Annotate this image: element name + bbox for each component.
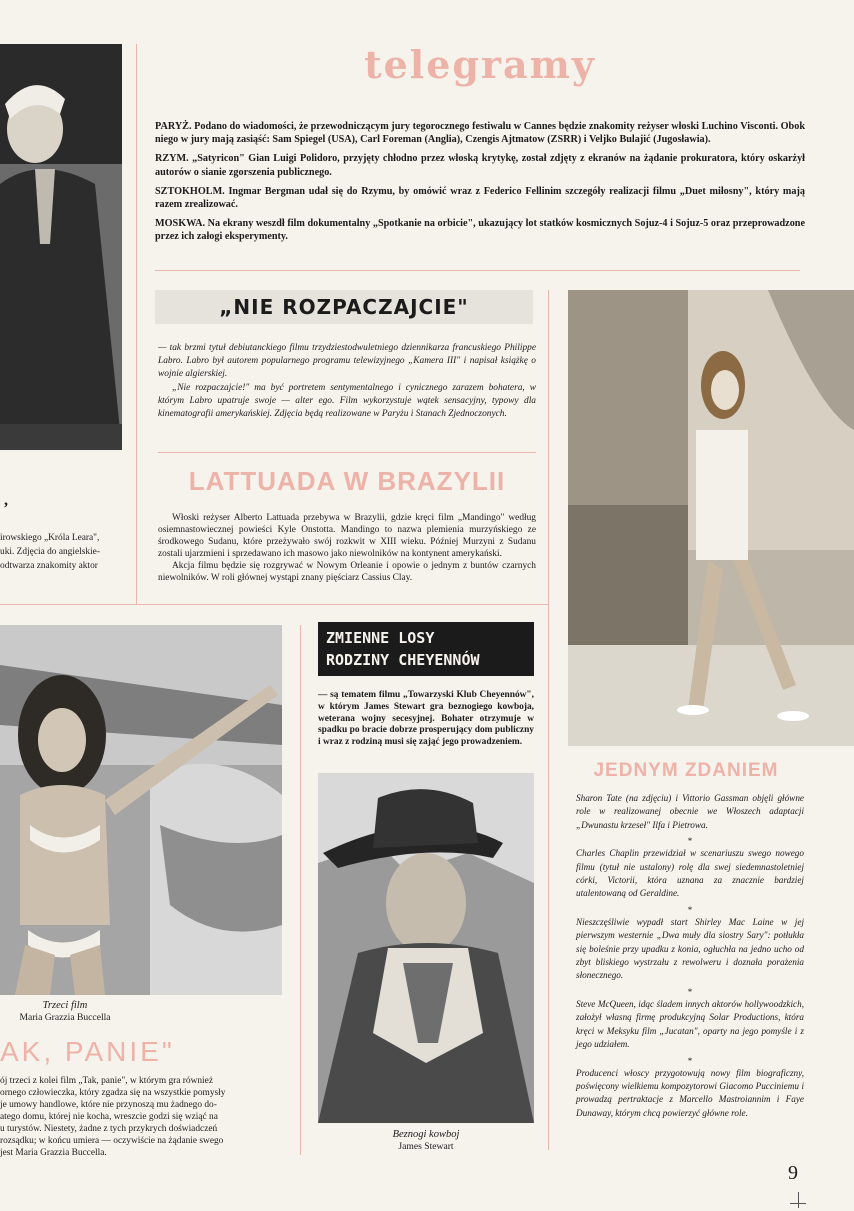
zmienne-losy-title-line-1: ZMIENNE LOSY (326, 629, 435, 647)
jednym-zdaniem-item-4: Steve McQueen, idąc śladem innych aktorów hollywoodzkich, założył własną firmę produkcyjną Solar Productions, która kręci w Meksyku film „Jucatan", oparty na jego pomyśle i z jego udziałem. (576, 998, 804, 1050)
zmienne-losy-title-line-2: RODZINY CHEYENNÓW (326, 651, 480, 669)
tak-panie-line-1: ój trzeci z kolei film „Tak, panie", w którym gra również (0, 1076, 213, 1086)
left-fragment-line-1: irowskiego „Króla Leara", (0, 533, 100, 543)
page-number: 9 (788, 1162, 798, 1184)
jednym-zdaniem-item-1: Sharon Tate (na zdjęciu) i Vittorio Gassman objęli główne role w realizowanej obecnie we Włoszech adaptacji „Dwunastu krzeseł" Ilfa i Pietrowa. (576, 793, 804, 830)
telegram-rome: RZYM. „Satyricon" Gian Luigi Polidoro, przyjęty chłodno przez włoską krytykę, został zdjęty z ekranów na żądanie prokuratora, który oskarżył autorów o sianie zgorszenia publicznego. (155, 153, 805, 178)
telegrams-section (155, 120, 805, 250)
tak-panie-line-3: je umowy handlowe, które nie przynoszą mu żadnego do- (0, 1100, 217, 1110)
photo-man-top-left (0, 44, 122, 450)
photo-woman-bikini-illustration (0, 625, 282, 995)
jednym-zdaniem-item-5: Producenci włoscy przygotowują nowy film biograficzny, poświęcony wielkiemu kompozytorowi Giacomo Pucciniemu i prowadzą pertraktacje z Marcello Mastroiannim i Faye Dunaway, którym chcą powierzyć główne role. (576, 1067, 804, 1118)
nie-rozpaczajcie-title: „NIE ROZPACZAJCIE" (155, 290, 533, 324)
tak-panie-line-2: ornego człowieczka, który zgadza się na wszystkie pomysły (0, 1088, 226, 1098)
tak-panie-line-5: u turystów. Niestety, żadne z tych przykrych doświadczeń (0, 1124, 218, 1134)
jednym-zdaniem-separator-2: * (687, 904, 693, 915)
photo-man-illustration (0, 44, 122, 450)
zmienne-losy-text: — są tematem filmu „Towarzyski Klub Cheyennów", w którym James Stewart gra beznogiego kowboja, weterana wojny secesyjnej. Bohater otrzymuje w spadku po bracie dobrze prosperujący dom publiczny i wraz z rodziną musi się zająć jego prowadzeniem. (318, 690, 534, 748)
jednym-zdaniem-separator-4: * (687, 1055, 693, 1066)
tak-panie-line-7: jest Maria Grazzia Buccella. (0, 1148, 107, 1158)
caption-maria-grazzia-buccella (0, 1000, 130, 1024)
left-fragment-text (0, 531, 130, 573)
left-fragment-line-2: uki. Zdjęcia do angielskie- (0, 547, 100, 557)
jednym-zdaniem-item-2: Charles Chaplin przewidział w scenariuszu swego nowego filmu (tytuł nie ustalony) rolę dla swej siedemnastoletniej córki, Victorii, która uznana za znacznie bardziej utalentowaną od Geraldine. (576, 848, 804, 899)
lattuada-paragraph-1: Włoski reżyser Alberto Lattuada przebywa w Brazylii, gdzie kręci film „Mandingo" według osiemnastowiecznej powieści Kyle Onstotta. Mandingo to nazwa plemienia murzyńskiego ze środkowego Sudanu, które przeżywało swój rozkwit w XIII wieku. Później Murzyni z Sudanu zostali ujarzmieni i sprzedawano ich masowo jako niewolników na kontynent amerykański. (158, 513, 536, 559)
tak-panie-title: AK, PANIE" (0, 1036, 175, 1067)
nie-rozpaczajcie-paragraph-2: „Nie rozpaczajcie!" ma być portretem sentymentalnego i cynicznego zarazem bohatera, w którym Labro upatruje swoje — alter ego. Film wykorzystuje wątek sensacyjny, typowy dla kinematografii amerykańskiej. Zdjęcia będą realizowane w Paryżu i Stanach Zjednoczonych. (158, 382, 536, 420)
jednym-zdaniem-separator-3: * (687, 986, 693, 997)
divider-under-nie-rozpaczajcie (158, 452, 536, 453)
jednym-zdaniem-title: JEDNYM ZDANIEM (593, 760, 779, 781)
caption-buccella-title: Trzeci film (42, 1000, 88, 1011)
jednym-zdaniem-item-3: Nieszczęśliwie wypadł start Shirley Mac Laine w jej pierwszym westernie „Dwa muły dla siostry Sary": potłukła się boleśnie przy upadku z konia, ogłuchła na jedno ucho od zbyt bliskiego wystrzału z rewolweru i doznała porażenia słonecznego. (576, 916, 804, 981)
jednym-zdaniem-text (576, 792, 804, 1124)
photo-sharon-tate (568, 290, 854, 746)
divider-middle-vertical (548, 290, 549, 1150)
divider-lower-left-vertical (300, 625, 301, 1155)
nie-rozpaczajcie-paragraph-1: — tak brzmi tytuł debiutanckiego filmu trzydziestodwuletniego dziennikarza francuskiego Philippe Labro. Labro był autorem popularnego programu telewizyjnego „Kamera III" i napisał książkę o wojnie algierskiej. (158, 343, 536, 380)
photo-woman-standing-illustration (568, 290, 854, 746)
divider-left-fragment (0, 604, 548, 605)
lattuada-title: LATTUADA W BRAZYLII (188, 466, 506, 496)
left-fragment-line-3: odtwarza znakomity aktor (0, 561, 98, 571)
nie-rozpaczajcie-text (158, 342, 536, 421)
tak-panie-text (0, 1075, 285, 1159)
lattuada-text (158, 512, 536, 584)
left-fragment-mark: , (4, 492, 8, 509)
caption-james-stewart-name: James Stewart (398, 1141, 454, 1152)
lattuada-paragraph-2: Akcja filmu będzie się rozgrywać w Nowym Orleanie i opowie o jednym z buntów czarnych niewolników. W roli głównej wystąpi znany pięściarz Cassius Clay. (158, 561, 536, 583)
caption-james-stewart-title: Beznogi kowboj (392, 1129, 460, 1140)
zmienne-losy-title (318, 622, 534, 676)
caption-james-stewart (318, 1129, 534, 1153)
caption-buccella-name: Maria Grazzia Buccella (19, 1012, 111, 1023)
telegram-moscow: MOSKWA. Na ekrany weszdł film dokumentalny „Spotkanie na orbicie", ukazujący lot statków kosmicznych Sojuz-4 i Sojuz-5 oraz przeprowadzone przez ich załogi eksperymenty. (155, 218, 805, 243)
photo-maria-grazzia-buccella (0, 625, 282, 995)
divider-left-vertical (136, 44, 137, 604)
tak-panie-line-4: atego domu, której nie kocha, wreszcie godzi się wziąć na (0, 1112, 218, 1122)
divider-under-telegrams (155, 270, 800, 271)
crop-mark (798, 1192, 799, 1208)
page-masthead: telegramy (364, 42, 596, 87)
jednym-zdaniem-separator-1: * (687, 836, 693, 847)
telegram-stockholm: SZTOKHOLM. Ingmar Bergman udał się do Rzymu, by omówić wraz z Federico Fellinim szczegóły realizacji filmu „Duet miłosny", który mają razem zrealizować. (155, 185, 805, 211)
crop-mark-horizontal (790, 1203, 806, 1204)
telegram-paris: PARYŻ. Podano do wiadomości, że przewodniczącym jury tegorocznego festiwalu w Cannes będzie znakomity reżyser włoski Luchino Visconti. Obok niego w jury mają zasiąść: Sam Spiegel (USA), Carl Foreman (Anglia), Czengis Ajtmatow (ZSRR) i Veljko Bulajić (Jugosławia). (155, 121, 805, 146)
photo-james-stewart (318, 773, 534, 1123)
tak-panie-line-6: rozsądku; w końcu umiera — oczywiście na żądanie swego (0, 1136, 224, 1146)
photo-cowboy-illustration (318, 773, 534, 1123)
